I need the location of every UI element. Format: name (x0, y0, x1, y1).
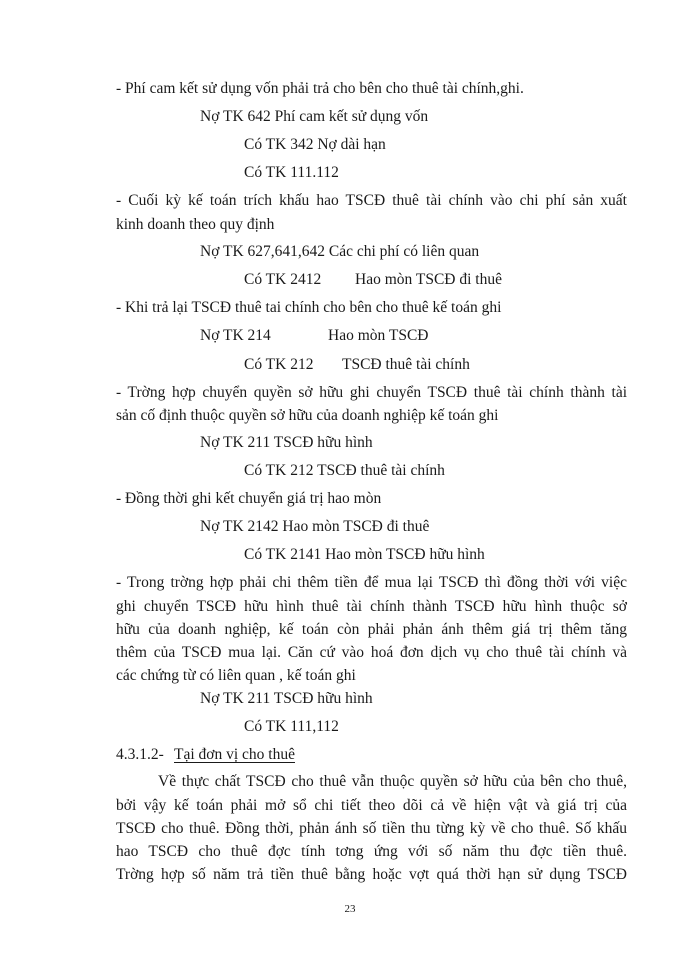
text-line: - Khi trả lại TSCĐ thuê tai chính cho bên cho thuê kế toán ghi (116, 299, 502, 316)
text-line: Có TK 2141 Hao mòn TSCĐ hữu hình (244, 546, 485, 563)
text-line: Có TK 2412 (244, 271, 322, 288)
text-line: Nợ TK 627,641,642 Các chi phí có liên quan (200, 243, 480, 260)
text-line: Nợ TK 2142 Hao mòn TSCĐ đi thuê (200, 518, 430, 535)
text-line: Về thực chất TSCĐ cho thuê vẫn thuộc quyền sở hữu của bên cho thuê, (158, 773, 627, 790)
text-line: Nợ TK 642 Phí cam kết sử dụng vốn (200, 108, 429, 125)
section-heading: Tại đơn vị cho thuê (174, 746, 295, 763)
text-line: Nợ TK 214 (200, 327, 271, 344)
section-number: 4.3.1.2- (116, 746, 164, 763)
text-line: Có TK 342 Nợ dài hạn (244, 136, 386, 153)
text-line: TSCĐ cho thuê. Đồng thời, phản ánh số tiền thu từng kỳ về cho thuê. Số khấu (116, 820, 627, 837)
text-line: Nợ TK 211 TSCĐ hữu hình (200, 690, 373, 707)
text-line: TSCĐ thuê tài chính (342, 356, 470, 373)
text-line: hao TSCĐ cho thuê đợc tính tơng ứng với số năm thu đợc tiền thuê. (116, 843, 627, 860)
text-line: - Trờng hợp chuyển quyền sở hữu ghi chuyển TSCĐ thuê tài chính thành tài (116, 384, 627, 401)
text-line: - Phí cam kết sử dụng vốn phải trả cho bên cho thuê tài chính,ghi. (116, 80, 524, 97)
text-line: Hao mòn TSCĐ đi thuê (355, 271, 502, 288)
text-line: Hao mòn TSCĐ (328, 327, 429, 344)
text-line: - Cuối kỳ kế toán trích khấu hao TSCĐ thuê tài chính vào chi phí sản xuất (116, 192, 627, 209)
text-line: hữu của doanh nghiệp, kế toán còn phải phản ánh thêm giá trị thêm tăng (116, 621, 627, 638)
text-line: các chứng từ có liên quan , kế toán ghi (116, 667, 356, 684)
text-line: ghi chuyển TSCĐ hữu hình thuê tài chính thành TSCĐ hữu hình thuộc sở (116, 598, 627, 615)
text-line: - Đồng thời ghi kết chuyển giá trị hao mòn (116, 490, 382, 507)
text-line: Có TK 212 TSCĐ thuê tài chính (244, 462, 445, 479)
text-line: thêm của TSCĐ mua lại. Căn cứ vào hoá đơn dịch vụ cho thuê tài chính và (116, 644, 627, 661)
text-line: Nợ TK 211 TSCĐ hữu hình (200, 434, 373, 451)
text-line: Có TK 111.112 (244, 164, 339, 181)
page-number: 23 (344, 903, 356, 915)
text-line: - Trong trờng hợp phải chi thêm tiền để mua lại TSCĐ thì đồng thời với việc (116, 574, 627, 591)
text-line: kinh doanh theo quy định (116, 216, 275, 233)
text-line: Trờng hợp số năm trả tiền thuê bằng hoặc vợt quá thời hạn sử dụng TSCĐ (116, 866, 627, 883)
text-line: sản cố định thuộc quyền sở hữu của doanh nghiệp kế toán ghi (116, 407, 499, 424)
text-line: bởi vậy kế toán phải mở sổ chi tiết theo dõi cả về hiện vật và giá trị của (116, 797, 627, 814)
text-line: Có TK 212 (244, 356, 314, 373)
text-line: Có TK 111,112 (244, 718, 339, 735)
